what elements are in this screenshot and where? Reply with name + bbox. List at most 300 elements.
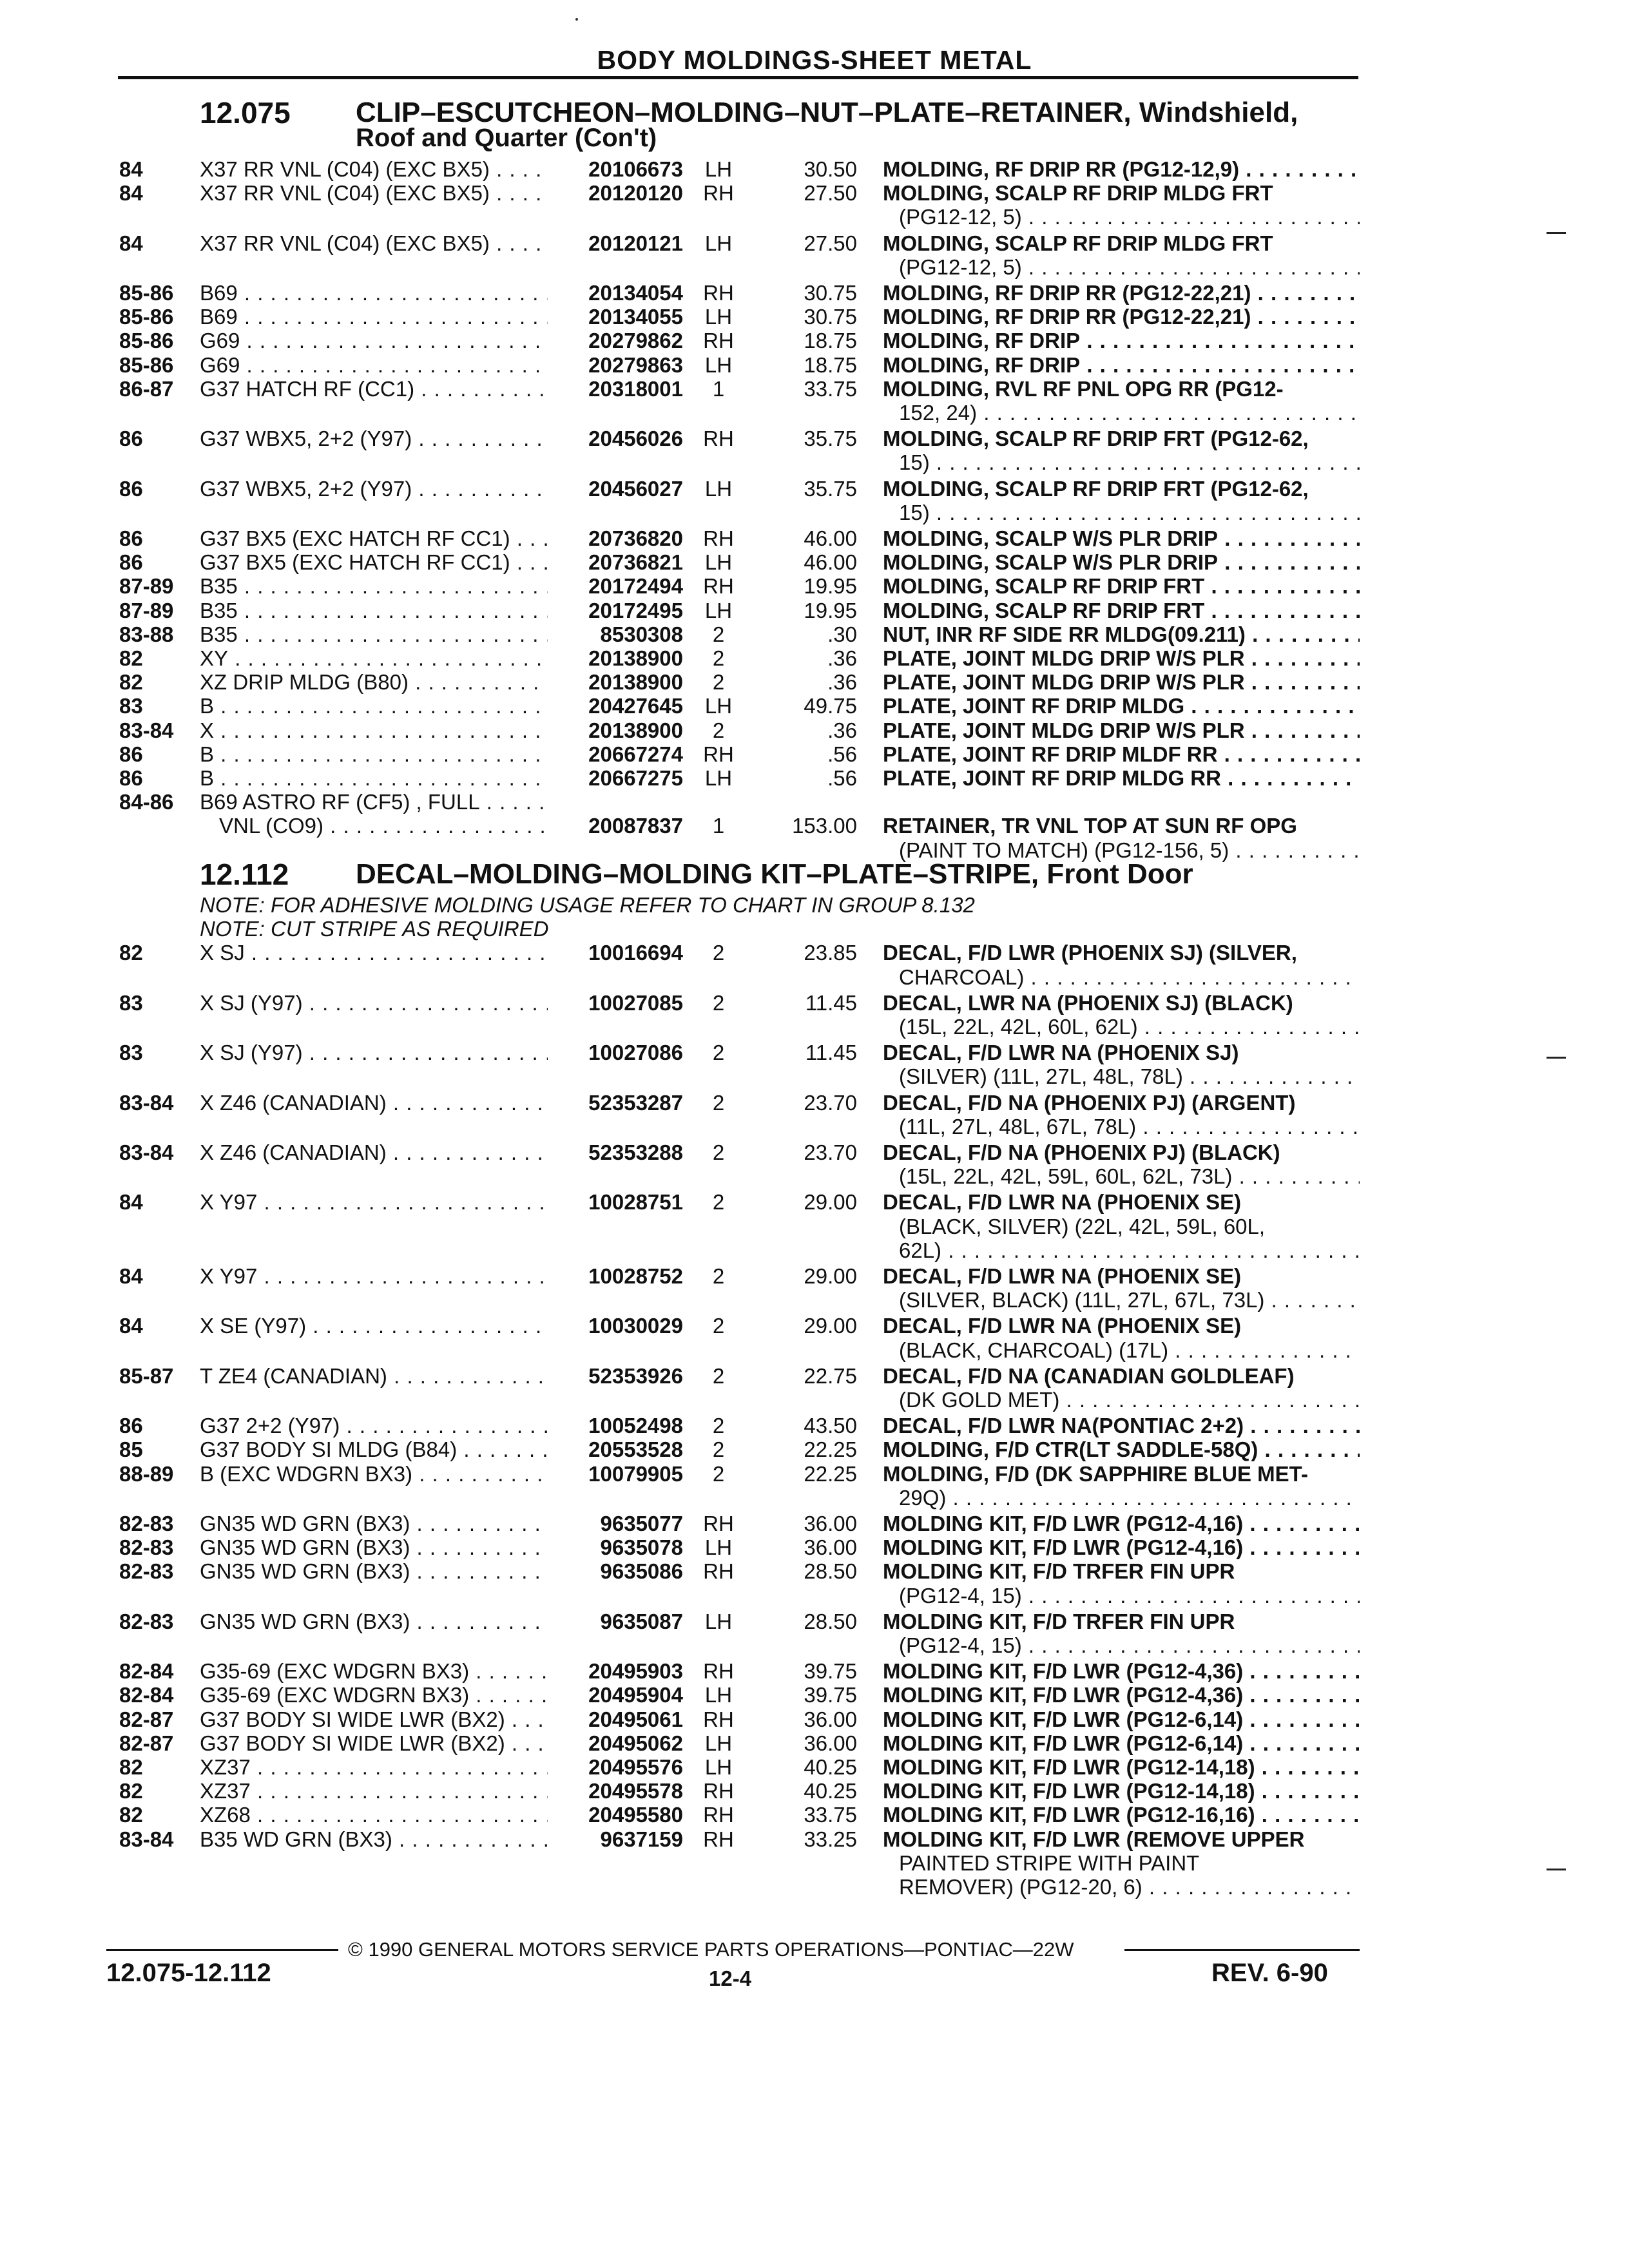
table-row [0,329,1629,353]
price-cell: 40.25 [804,1779,857,1803]
table-row [0,1683,1629,1707]
quantity-cell: RH [703,742,734,766]
description-cell: MOLDING, F/D CTR(LT SADDLE-58Q) . . . [883,1437,1360,1462]
section-note: NOTE: CUT STRIPE AS REQUIRED [200,917,549,941]
part-number-cell: 20495903 [551,1659,683,1684]
model-cell: X SJ (Y97) . . . [200,1041,548,1065]
table-row [0,305,1629,329]
price-cell: 22.25 [804,1461,857,1486]
part-number-cell: 20106673 [551,157,683,182]
year-cell: 86 [119,550,143,575]
year-cell: 84 [119,1190,143,1215]
price-cell: 36.00 [804,1707,857,1731]
table-row [0,1363,1629,1412]
description-continued: CHARCOAL) . . . [899,965,1360,990]
year-cell: 82 [119,1779,143,1803]
quantity-cell: 2 [712,990,725,1015]
price-cell: 36.00 [804,1731,857,1755]
table-row [0,1190,1629,1262]
table-row [0,1803,1629,1827]
model-cell: G37 BODY SI MLDG (B84) . . . [200,1437,548,1462]
table-row [0,694,1629,718]
quantity-cell: LH [704,476,733,501]
description-cell: MOLDING, SCALP W/S PLR DRIP . . . [883,526,1360,551]
description-cell: NUT, INR RF SIDE RR MLDG(09.211) . . . [883,622,1360,647]
part-number-cell: 9635078 [551,1535,683,1560]
quantity-cell: LH [704,550,733,575]
year-cell: 84-86 [119,790,174,814]
table-row [0,670,1629,695]
model-cell: X37 RR VNL (C04) (EXC BX5) . . . [200,231,548,256]
part-number-cell: 20120120 [551,181,683,206]
price-cell: 36.00 [804,1535,857,1560]
part-number-cell: 10028751 [551,1190,683,1215]
quantity-cell: RH [703,574,734,599]
description-cell: MOLDING KIT, F/D LWR (PG12-14,18) . . . [883,1755,1360,1780]
description-cell: DECAL, F/D LWR NA(PONTIAC 2+2) . . . [883,1414,1360,1438]
year-cell: 82-83 [119,1535,174,1560]
table-row [0,1264,1629,1312]
table-row [0,1707,1629,1732]
part-number-cell: 10016694 [551,941,683,965]
model-cell: GN35 WD GRN (BX3) . . . [200,1512,548,1536]
description-continued: 152, 24) . . . [899,401,1360,425]
description-continued: (BLACK, SILVER) (22L, 42L, 59L, 60L, [899,1214,1266,1238]
table-row [0,1659,1629,1684]
description-cell: DECAL, F/D LWR NA (PHOENIX SE) [883,1264,1242,1288]
margin-mark [1547,232,1566,234]
quantity-cell: RH [703,1512,734,1535]
description-cell: MOLDING KIT, F/D LWR (PG12-14,18) . . . [883,1779,1360,1803]
description-cell: MOLDING, RVL RF PNL OPG RR (PG12- [883,376,1284,401]
table-row [0,622,1629,647]
model-cell: G37 BODY SI WIDE LWR (BX2) . . . [200,1731,548,1756]
description-continued: 15) . . . [899,450,1360,475]
description-cell: DECAL, F/D LWR (PHOENIX SJ) (SILVER, [883,941,1297,965]
quantity-cell: LH [704,1731,733,1755]
price-cell: 22.75 [804,1363,857,1388]
model-cell: G37 HATCH RF (CC1) . . . [200,377,548,401]
quantity-cell: LH [704,305,733,329]
part-number-cell: 10079905 [551,1462,683,1486]
part-number-cell: 20736821 [551,550,683,575]
model-cell: X Z46 (CANADIAN) . . . [200,1140,548,1165]
year-cell: 83-88 [119,622,174,646]
description-continued: (SILVER, BLACK) (11L, 27L, 67L, 73L) . . . [899,1288,1360,1312]
quantity-cell: RH [703,281,734,305]
price-cell: 43.50 [804,1414,857,1438]
description-cell: MOLDING KIT, F/D LWR (PG12-4,36) . . . [883,1683,1360,1707]
description-cell: MOLDING KIT, F/D TRFER FIN UPR [883,1609,1235,1633]
price-cell: 39.75 [804,1683,857,1707]
year-cell: 82 [119,1755,143,1779]
model-cell: B (EXC WDGRN BX3) . . . [200,1462,548,1486]
year-cell: 82 [119,1803,143,1827]
part-number-cell: 10027085 [551,991,683,1015]
model-cell: X Z46 (CANADIAN) . . . [200,1091,548,1115]
part-number-cell: 10028752 [551,1264,683,1289]
description-cell: PLATE, JOINT RF DRIP MLDG . . . [883,694,1360,718]
quantity-cell: 2 [712,670,725,695]
quantity-cell: RH [703,1827,734,1851]
quantity-cell: 2 [712,718,725,742]
description-cell: RETAINER, TR VNL TOP AT SUN RF OPG [883,814,1297,838]
model-cell: B . . . [200,742,548,767]
part-number-cell: 20134055 [551,305,683,329]
part-number-cell: 20495580 [551,1803,683,1827]
price-cell: 30.50 [804,157,857,181]
year-cell: 83 [119,694,143,718]
price-cell: 36.00 [804,1512,857,1535]
quantity-cell: LH [704,1535,733,1560]
description-continued: (DK GOLD MET) . . . [899,1388,1360,1412]
part-number-cell: 52353287 [551,1091,683,1115]
year-cell: 85-86 [119,352,174,377]
table-row [0,157,1629,182]
quantity-cell: LH [704,1755,733,1779]
description-cell: DECAL, F/D LWR NA (PHOENIX SE) [883,1190,1242,1215]
year-cell: 82-83 [119,1559,174,1584]
quantity-cell: RH [703,526,734,550]
description-continued: (PAINT TO MATCH) (PG12-156, 5) . . . [899,838,1360,863]
description-cell: MOLDING, RF DRIP . . . [883,329,1360,353]
quantity-cell: LH [704,694,733,718]
description-cell: MOLDING KIT, F/D LWR (REMOVE UPPER [883,1827,1305,1851]
year-cell: 82 [119,670,143,695]
quantity-cell: 2 [712,1314,725,1338]
price-cell: 29.00 [804,1314,857,1338]
model-cell: G37 BODY SI WIDE LWR (BX2) . . . [200,1707,548,1732]
table-row [0,1461,1629,1510]
price-cell: 27.50 [804,231,857,255]
price-cell: 40.25 [804,1755,857,1779]
page-title: BODY MOLDINGS-SHEET METAL [597,45,1032,75]
part-number-cell: 8530308 [551,622,683,647]
description-cell: MOLDING, SCALP RF DRIP FRT . . . [883,574,1360,599]
year-cell: 82-83 [119,1609,174,1633]
model-cell: B35 . . . [200,574,548,599]
description-cell: DECAL, F/D NA (PHOENIX PJ) (BLACK) [883,1140,1280,1164]
section-number: 12.075 [200,96,291,130]
table-row [0,1512,1629,1536]
model-cell: XZ DRIP MLDG (B80) . . . [200,670,548,695]
table-row [0,526,1629,551]
year-cell: 85-87 [119,1363,174,1388]
description-cell: MOLDING KIT, F/D LWR (PG12-4,16) . . . [883,1535,1360,1560]
part-number-cell: 20495061 [551,1707,683,1732]
year-cell: 83-84 [119,1827,174,1851]
year-cell: 84 [119,1264,143,1288]
model-cell: G37 BX5 (EXC HATCH RF CC1) . . . [200,550,548,575]
description-continued: (15L, 22L, 42L, 59L, 60L, 62L, 73L) . . . [899,1164,1360,1189]
description-continued: (PG12-4, 15) . . . [899,1584,1360,1608]
year-cell: 85 [119,1437,143,1462]
table-row [0,281,1629,305]
price-cell: 18.75 [804,329,857,353]
description-continued: PAINTED STRIPE WITH PAINT [899,1850,1200,1875]
price-cell: 49.75 [804,694,857,718]
price-cell: 11.45 [805,990,857,1015]
price-cell: 33.75 [804,376,857,401]
price-cell: .36 [827,646,857,670]
table-row [0,550,1629,575]
table-row [0,376,1629,425]
part-number-cell: 20318001 [551,377,683,401]
model-cell: X Y97 . . . [200,1190,548,1215]
part-number-cell: 10030029 [551,1314,683,1338]
quantity-cell: LH [704,231,733,255]
description-cell: DECAL, F/D NA (PHOENIX PJ) (ARGENT) [883,1090,1296,1115]
table-row [0,1755,1629,1780]
year-cell: 88-89 [119,1461,174,1486]
quantity-cell: RH [703,181,734,206]
year-cell: 87-89 [119,574,174,599]
table-row [0,599,1629,623]
table-row [0,990,1629,1039]
description-continued: 62L) . . . [899,1238,1360,1263]
price-cell: 22.25 [804,1437,857,1462]
table-row [0,353,1629,378]
model-cell: X37 RR VNL (C04) (EXC BX5) . . . [200,157,548,182]
quantity-cell: 2 [712,1041,725,1065]
model-cell: B69 ASTRO RF (CF5) , FULL . . . [200,790,548,814]
quantity-cell: LH [704,766,733,790]
quantity-cell: 2 [712,622,725,646]
model-cell: X SJ . . . [200,941,548,965]
part-number-cell: 20495904 [551,1683,683,1707]
quantity-cell: 2 [712,1437,725,1462]
model-cell: X Y97 . . . [200,1264,548,1289]
table-row [0,1559,1629,1608]
model-cell: GN35 WD GRN (BX3) . . . [200,1610,548,1634]
description-cell: DECAL, F/D NA (CANADIAN GOLDLEAF) [883,1363,1295,1388]
year-cell: 83-84 [119,1140,174,1164]
quantity-cell: 2 [712,1190,725,1215]
quantity-cell: 2 [712,941,725,965]
model-cell: G37 WBX5, 2+2 (Y97) . . . [200,427,548,451]
description-cell: DECAL, F/D LWR NA (PHOENIX SJ) [883,1041,1239,1065]
description-cell: MOLDING, F/D (DK SAPPHIRE BLUE MET- [883,1461,1308,1486]
year-cell: 86 [119,742,143,766]
price-cell: 23.85 [804,941,857,965]
description-continued: (SILVER) (11L, 27L, 48L, 78L) . . . [899,1064,1360,1089]
quantity-cell: LH [704,1609,733,1633]
quantity-cell: 2 [712,1414,725,1438]
description-cell: DECAL, LWR NA (PHOENIX SJ) (BLACK) [883,990,1293,1015]
part-number-cell: 20667274 [551,742,683,767]
description-continued: 29Q) . . . [899,1486,1360,1510]
year-cell: 86 [119,427,143,451]
quantity-cell: RH [703,1803,734,1827]
part-number-cell: 20120121 [551,231,683,256]
description-cell: MOLDING KIT, F/D LWR (PG12-4,36) . . . [883,1659,1360,1684]
part-number-cell: 20553528 [551,1437,683,1462]
description-cell: MOLDING KIT, F/D LWR (PG12-16,16) . . . [883,1803,1360,1827]
description-cell: MOLDING KIT, F/D LWR (PG12-6,14) . . . [883,1731,1360,1756]
footer-rule-right [1124,1949,1360,1951]
model-cell: T ZE4 (CANADIAN) . . . [200,1364,548,1389]
part-number-cell: 20667275 [551,766,683,791]
description-cell: MOLDING, SCALP RF DRIP FRT (PG12-62, [883,476,1309,501]
price-cell: 153.00 [792,814,857,838]
description-continued: (11L, 27L, 48L, 67L, 78L) . . . [899,1115,1360,1139]
model-cell: B . . . [200,694,548,718]
model-cell: G37 2+2 (Y97) . . . [200,1414,548,1438]
table-row [0,742,1629,767]
description-cell: MOLDING, RF DRIP RR (PG12-22,21) . . . [883,305,1360,329]
part-number-cell: 20495578 [551,1779,683,1803]
table-row [0,1731,1629,1756]
price-cell: .30 [827,622,857,646]
section-title: CLIP–ESCUTCHEON–MOLDING–NUT–PLATE–RETAINER, Windshield, [356,97,1298,128]
year-cell: 85-86 [119,305,174,329]
model-cell: G69 . . . [200,329,548,353]
description-cell: PLATE, JOINT RF DRIP MLDF RR . . . [883,742,1360,767]
price-cell: 46.00 [804,550,857,575]
part-number-cell: 52353288 [551,1140,683,1165]
part-number-cell: 20495062 [551,1731,683,1756]
price-cell: 23.70 [804,1140,857,1164]
table-row [0,181,1629,229]
year-cell: 82-84 [119,1659,174,1684]
model-cell: B35 WD GRN (BX3) . . . [200,1827,548,1852]
table-row [0,574,1629,599]
year-cell: 84 [119,181,143,206]
table-row [0,1314,1629,1362]
model-cell: XZ37 . . . [200,1755,548,1780]
model-cell: G37 BX5 (EXC HATCH RF CC1) . . . [200,526,548,551]
model-cell: B35 . . . [200,599,548,623]
quantity-cell: LH [704,598,733,622]
year-cell: 82-83 [119,1512,174,1535]
part-number-cell: 52353926 [551,1364,683,1389]
price-cell: .56 [827,766,857,790]
section-title: DECAL–MOLDING–MOLDING KIT–PLATE–STRIPE, Front Door [356,858,1193,890]
part-number-cell: 9635086 [551,1559,683,1584]
price-cell: 28.50 [804,1609,857,1633]
description-cell: PLATE, JOINT MLDG DRIP W/S PLR . . . [883,646,1360,671]
price-cell: 46.00 [804,526,857,550]
price-cell: 29.00 [804,1190,857,1215]
model-cell: X SE (Y97) . . . [200,1314,548,1338]
price-cell: 29.00 [804,1264,857,1288]
scan-speck [575,18,578,21]
description-cell: MOLDING, SCALP W/S PLR DRIP . . . [883,550,1360,575]
table-row [0,1827,1629,1899]
year-cell: 82-84 [119,1683,174,1707]
price-cell: 19.95 [804,598,857,622]
table-row [0,766,1629,791]
description-continued: 15) . . . [899,501,1360,525]
quantity-cell: 2 [712,1264,725,1288]
model-cell: G69 . . . [200,353,548,378]
part-number-cell: 10027086 [551,1041,683,1065]
price-cell: 11.45 [805,1041,857,1065]
table-row [0,941,1629,989]
table-row [0,646,1629,671]
price-cell: 19.95 [804,574,857,599]
model-cell: B . . . [200,766,548,791]
description-cell: PLATE, JOINT MLDG DRIP W/S PLR . . . [883,670,1360,695]
model-cell: GN35 WD GRN (BX3) . . . [200,1535,548,1560]
margin-mark [1547,1869,1566,1870]
year-cell: 86 [119,526,143,550]
table-row [0,1437,1629,1462]
quantity-cell: 1 [712,376,725,401]
price-cell: 39.75 [804,1659,857,1684]
model-cell: B35 . . . [200,622,548,647]
part-number-cell: 10052498 [551,1414,683,1438]
year-cell: 83-84 [119,718,174,742]
quantity-cell: RH [703,427,734,451]
table-row [0,1535,1629,1560]
part-number-cell: 20138900 [551,670,683,695]
part-number-cell: 9637159 [551,1827,683,1852]
description-continued: (PG12-4, 15) . . . [899,1633,1360,1658]
footer-copyright: © 1990 GENERAL MOTORS SERVICE PARTS OPERATIONS—PONTIAC—22W [348,1938,1074,1961]
footer-page-number: 12-4 [709,1966,752,1990]
quantity-cell: 2 [712,1090,725,1115]
quantity-cell: 2 [712,1363,725,1388]
description-continued: (BLACK, CHARCOAL) (17L) . . . [899,1338,1360,1363]
part-number-cell: 20172494 [551,574,683,599]
quantity-cell: RH [703,329,734,353]
section-note: NOTE: FOR ADHESIVE MOLDING USAGE REFER TO CHART IN GROUP 8.132 [200,893,975,917]
year-cell: 84 [119,157,143,181]
model-cell-continued: VNL (CO9) . . . [219,814,548,838]
table-row [0,476,1629,524]
table-row [0,1090,1629,1139]
price-cell: 18.75 [804,352,857,377]
year-cell: 85-86 [119,281,174,305]
price-cell: .56 [827,742,857,766]
description-cell: DECAL, F/D LWR NA (PHOENIX SE) [883,1314,1242,1338]
model-cell: X37 RR VNL (C04) (EXC BX5) . . . [200,181,548,206]
price-cell: 23.70 [804,1090,857,1115]
table-row [0,1414,1629,1438]
description-cell: MOLDING, RF DRIP RR (PG12-12,9) . . . [883,157,1360,182]
part-number-cell: 20736820 [551,526,683,551]
part-number-cell: 9635077 [551,1512,683,1536]
table-row [0,1609,1629,1657]
description-cell: MOLDING, SCALP RF DRIP MLDG FRT [883,231,1273,255]
model-cell: GN35 WD GRN (BX3) . . . [200,1559,548,1584]
footer-rule-left [106,1949,338,1951]
description-cell: MOLDING, RF DRIP RR (PG12-22,21) . . . [883,281,1360,305]
model-cell: XY . . . [200,646,548,671]
model-cell: G35-69 (EXC WDGRN BX3) . . . [200,1683,548,1707]
year-cell: 83 [119,990,143,1015]
part-number-cell: 20495576 [551,1755,683,1780]
year-cell: 86 [119,476,143,501]
table-row [0,231,1629,279]
model-cell: B69 . . . [200,281,548,305]
part-number-cell: 20172495 [551,599,683,623]
table-row [0,1779,1629,1803]
part-number-cell: 20279863 [551,353,683,378]
year-cell: 82 [119,941,143,965]
year-cell: 85-86 [119,329,174,353]
part-number-cell: 20279862 [551,329,683,353]
description-cell: MOLDING, SCALP RF DRIP FRT . . . [883,599,1360,623]
description-continued: (PG12-12, 5) . . . [899,205,1360,229]
model-cell: B69 . . . [200,305,548,329]
description-cell: MOLDING KIT, F/D LWR (PG12-4,16) . . . [883,1512,1360,1536]
quantity-cell: LH [704,157,733,181]
description-cell: MOLDING KIT, F/D TRFER FIN UPR [883,1559,1235,1584]
year-cell: 82-87 [119,1707,174,1731]
description-cell: MOLDING KIT, F/D LWR (PG12-6,14) . . . [883,1707,1360,1732]
